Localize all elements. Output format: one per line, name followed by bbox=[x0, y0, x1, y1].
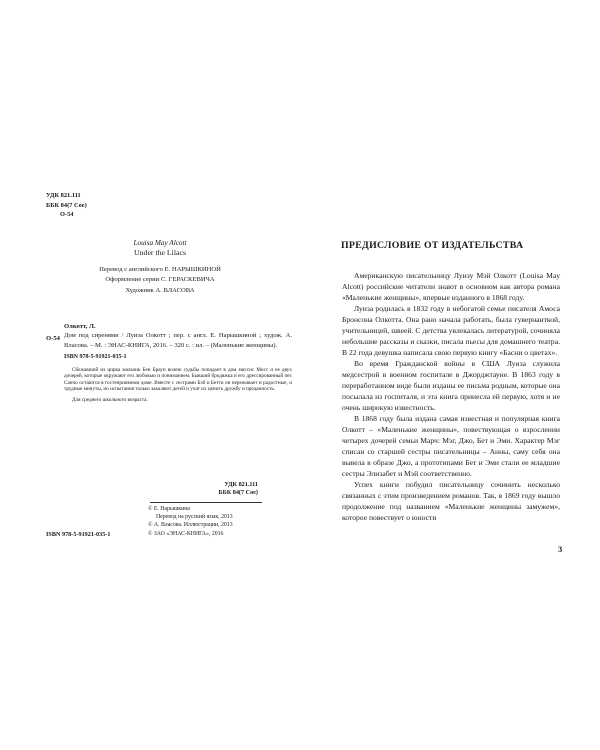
preface-paragraph: Луиза родилась в 1832 году в небогатой семье писателя Амоса Бронсона Олкотта. Она рано начала работать, была гувернанткой, учительницей, швеей. С детства увлекалась литературой, сочиняла небольшие рассказы и сказки, писала пьесы для домашнего театра. В 22 года девушка написала свою первую книгу «Басни о цветах». bbox=[342, 304, 560, 357]
udk-code: УДК 821.111 bbox=[46, 192, 81, 199]
isbn-number: ISBN 978-5-91921-035-1 bbox=[46, 531, 111, 538]
biblio-isbn: ISBN 978-5-91921-035-1 bbox=[64, 354, 127, 361]
original-author: Louisa May Alcott bbox=[133, 239, 187, 247]
author-mark: О-54 bbox=[60, 211, 74, 219]
divider-line bbox=[150, 502, 262, 503]
preface-paragraph: Во время Гражданской войны в США Луиза служила медсестрой в военном госпитале в Джорджтауне. В 1863 году в переработанном виде были изданы ее письма родным, которые она посылала из госпиталя, и эта книга принесла ей первую, хотя и не очень широкую известность. bbox=[342, 359, 560, 412]
udk-classification-top bbox=[46, 191, 87, 220]
bibliographic-record bbox=[46, 322, 292, 404]
original-title: Under the Lilacs bbox=[134, 248, 186, 258]
copyright-illustrations: © А. Власова. Иллюстрации, 2013 bbox=[148, 522, 233, 529]
biblio-entry: Дом под сиренями / Луиза Олкотт ; пер. с англ. Е. Нарышкиной ; худож. А. Власова. – М. : ЭНАС-КНИГА, 2016. – 320 с. : ил. – (Маленькие женщины). bbox=[64, 332, 292, 349]
copyright-publisher: © ЗАО «ЭНАС-КНИГА», 2016 bbox=[148, 530, 224, 537]
preface-paragraph: Успех книги побудил писательницу сочинить несколько связанных с этим произведением романов. Так, в 1869 году вышло продолжение под названием «Маленькие женщины замужем», которое повествует о юности bbox=[342, 480, 560, 522]
biblio-annotation: Сбежавший из цирка мальчик Бен Браун волею судьбы попадает в дом миссис Мосс и ее двух дочерей, которые окружают его любовью и пониманием. Бывший бродяжка и его дрессированный пес Санчо остаются в гостеприимном доме. Вместе с сестрами Бэб и Бетти он переживает и радостные, и трудные минуты, но испытания только закаляют детей и учат их ценить дружбу и преданность. bbox=[64, 366, 292, 393]
age-note: Для среднего школьного возраста. bbox=[72, 397, 148, 403]
title-block bbox=[40, 238, 280, 296]
bbk-code: ББК 84(7 Сое) bbox=[46, 201, 87, 209]
copyright-translation: Перевод на русский язык, 2013 bbox=[156, 514, 233, 521]
page-number: 3 bbox=[558, 545, 563, 554]
bbk-code-bottom: ББК 84(7 Сое) bbox=[218, 489, 258, 497]
udk-classification-bottom bbox=[219, 481, 258, 498]
copyright-translator: © Е. Нарышкина bbox=[148, 506, 190, 512]
preface-paragraph: В 1868 году была издана самая известная и популярная книга Олкотт – «Маленькие женщины», повествующая о взрослении четырех дочерей семьи Марч: Мэг, Джо, Бет и Эми. Характер Мэг списан со старшей сестры писательницы – Анны, саму себя она вывела в образе Джо, а прототипами Бет и Эми стали ее младшие сестры Элизабет и Мэй соответственно. bbox=[342, 414, 560, 478]
illustrator-credit: Художник А. ВЛАСОВА bbox=[125, 286, 195, 294]
udk-code-bottom: УДК 821.111 bbox=[224, 481, 258, 488]
translator-credit: Перевод с английского Е. НАРЫШКИНОЙ bbox=[99, 265, 221, 273]
preface-paragraph: Американскую писательницу Луизу Мэй Олкотт (Louisa May Alcott) российские читатели знают в основном как автора романа «Маленькие женщины», впервые изданного в 1868 году. bbox=[342, 271, 560, 302]
preface-body bbox=[342, 270, 560, 523]
biblio-heading: Олкотт, Л. bbox=[64, 323, 96, 330]
copyright-block bbox=[148, 505, 233, 538]
biblio-author-mark: О-54 bbox=[46, 335, 60, 342]
preface-title: ПРЕДИСЛОВИЕ ОТ ИЗДАТЕЛЬСТВА bbox=[341, 240, 524, 251]
series-design-credit: Оформление серии С. ГЕРАСКЕВИЧА bbox=[105, 276, 215, 284]
right-page bbox=[300, 0, 600, 750]
